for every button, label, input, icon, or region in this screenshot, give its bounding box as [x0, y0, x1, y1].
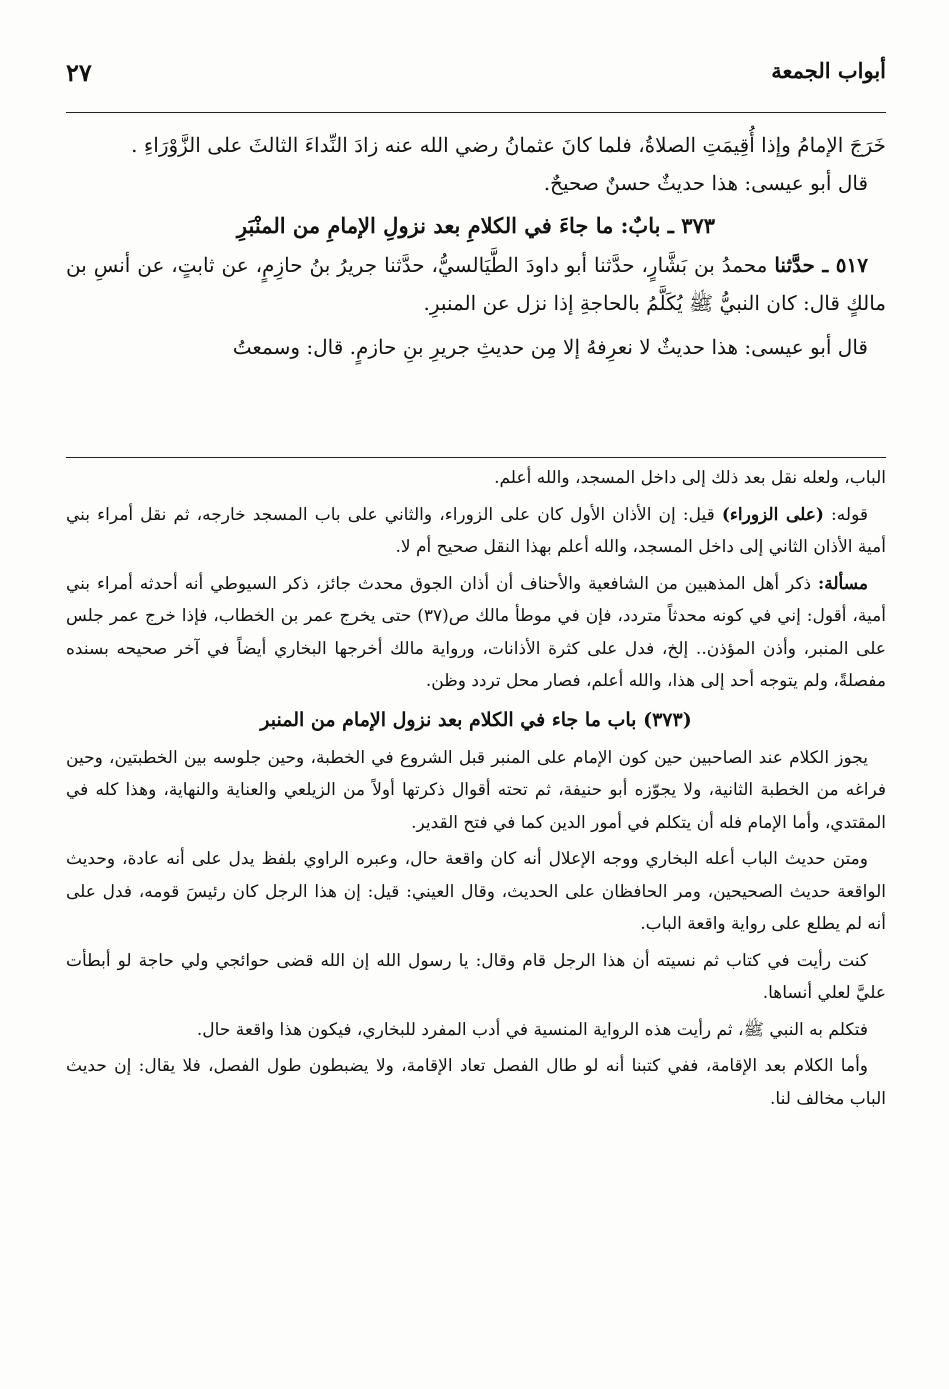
hadith-paragraph	[66, 246, 886, 322]
main-text	[66, 126, 886, 366]
note-2-text: قيل: إن الأذان الأول كان على الزوراء، والثاني على باب المسجد خارجه، ثم نقل أمراء بني أمية الأذان الثاني إلى داخل المسجد، والله أعلم بهذا النقل صحيح أم لا.	[66, 504, 886, 557]
note-2-keyword: (على الزوراء)	[721, 504, 824, 525]
page-number: ٢٧	[66, 58, 92, 87]
note-paragraph-7: فتكلم به النبي ﷺ، ثم رأيت هذه الرواية المنسية في أدب المفرد للبخاري، فيكون هذا واقعة حال.	[196, 1019, 868, 1040]
page-header	[66, 58, 886, 96]
note-paragraph-4: يجوز الكلام عند الصاحبين حين كون الإمام على المنبر قبل الشروع في الخطبة، وحين جلوسه بين الخطبتين، وحين فراغه من الخطبة الثانية، ولا يجوّزه أبو حنيفة، ثم تحته أقوال ذكرتها أولاً من الزيلعي والعناية والنهاية، وهذا كله في المقتدي، وأما الإمام فله أن يتكلم في أمور الدين كما في فتح القدير.	[66, 747, 886, 833]
note-3-text: ذكر أهل المذهبين من الشافعية والأحناف أن أذان الجوق محدث جائز، ذكر السيوطي أنه أحدثه أمراء بني أمية، أقول: إني في كونه محدثاً متردد، فإن في موطأ مالك ص(٣٧) حتى يخرج عمر بن الخطاب، فإذا خرج عمر جلس على المنبر، وأذن المؤذن.. إلخ، فدل على كثرة الأذانات، ورواية مالك أخرجها البخاري أيضاً في آخر صحيحه بسنده مفصلةً، ولم يتوجه أحد إلى هذا، والله أعلم، فصار محل تردد وظن.	[66, 573, 886, 691]
note-paragraph-6: كنت رأيت في كتاب ثم نسيته أن هذا الرجل قام وقال: يا رسول الله إن الله قضى حوائجي ولي حاجة لو أبطأت عليَّ لعلي أنساها.	[66, 950, 886, 1003]
main-last-line: قال أبو عيسى: هذا حديثٌ لا نعرِفهُ إلا مِن حديثِ جريرِ بنِ حازمٍ. قال: وسمعتُ	[232, 335, 868, 359]
main-line-1: خَرَجَ الإمامُ وإذا أُقِيمَتِ الصلاةُ، فلما كانَ عثمانُ رضي الله عنه زادَ النِّداءَ الثالثَ على الزَّوْرَاءِ .	[131, 133, 886, 157]
chapter-heading: ٣٧٣ ـ بابٌ: ما جاءَ في الكلامِ بعد نزولِ الإمامِ من المنْبَرِ	[236, 213, 716, 238]
note-paragraph-8: وأما الكلام بعد الإقامة، ففي كتبنا أنه لو طال الفصل تعاد الإقامة، ولا يضبطون طول الفصل، فلا يقال: إن حديث الباب مخالف لنا.	[66, 1056, 886, 1109]
hadith-number: ٥١٧ ـ حدَّثنا	[774, 253, 868, 277]
note-3-keyword: مسألة:	[817, 573, 868, 594]
note-paragraph-2	[66, 499, 886, 564]
hadith-text: محمدُ بن بَشَّارٍ، حدَّثنا أبو داودَ الطَّيَالسيُّ، حدَّثنا جريرُ بنُ حازِمٍ، عن ثابتٍ، عن أنسِ بن مالكٍ قال: كان النبيُّ ﷺ يُكَلَّمُ بالحاجةِ إذا نزل عن المنبرِ.	[66, 253, 886, 315]
main-line-2: قال أبو عيسى: هذا حديثٌ حسنٌ صحيحٌ.	[543, 171, 868, 195]
note-paragraph-5: ومتن حديث الباب أعله البخاري ووجه الإعلال أنه كان واقعة حال، وعبره الراوي بلفظ يدل على أنه عادة، وحديث الواقعة حديث الصحيحين، ومر الحافظان على الحديث، وقال العيني: قيل: إن هذا الرجل كان رئيسَ قومه، فدل على أنه لم يطلع على رواية واقعة الباب.	[66, 849, 886, 934]
note-2-prefix: قوله:	[823, 504, 868, 525]
note-paragraph-1: الباب، ولعله نقل بعد ذلك إلى داخل المسجد، والله أعلم.	[494, 468, 886, 488]
header-divider	[66, 112, 886, 113]
commentary	[66, 462, 886, 1119]
footnote-divider	[66, 457, 886, 458]
note-paragraph-3	[66, 568, 886, 698]
page-header-area	[66, 58, 886, 96]
running-title: أبواب الجمعة	[771, 58, 886, 83]
commentary-subheading: (٣٧٣) باب ما جاء في الكلام بعد نزول الإمام من المنبر	[260, 708, 692, 731]
